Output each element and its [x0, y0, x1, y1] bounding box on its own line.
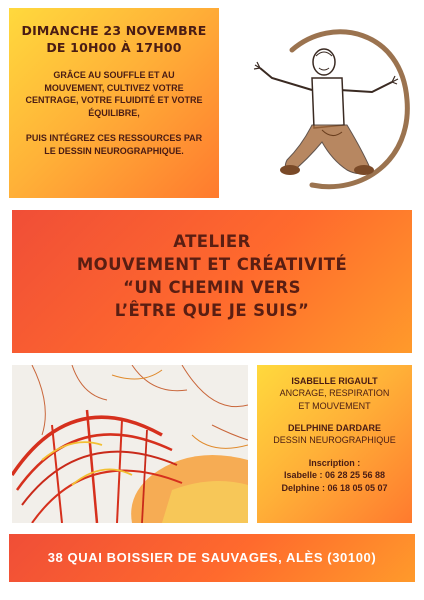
- role-line: ANCRAGE, RESPIRATION: [279, 388, 390, 398]
- event-date: DIMANCHE 23 NOVEMBRE: [21, 23, 207, 38]
- intro-line: CENTRAGE, VOTRE FLUIDITÉ ET VOTRE: [25, 95, 203, 105]
- intro-line: ÉQUILIBRE,: [88, 107, 140, 118]
- neurographic-drawing: [12, 365, 248, 523]
- title-quote-line1: “UN CHEMIN VERS: [123, 278, 301, 297]
- phone-isabelle[interactable]: Isabelle : 06 28 25 56 88: [283, 470, 386, 480]
- dancing-figure-illustration: [252, 20, 412, 195]
- address-text: 38 QUAI BOISSIER DE SAUVAGES, ALÈS (30100): [47, 550, 377, 565]
- intro2-line: LE DESSIN NEUROGRAPHIQUE.: [44, 145, 184, 156]
- facilitator-1-role: [257, 387, 412, 412]
- role-line: ET MOUVEMENT: [298, 400, 371, 411]
- title-quote-line2: L’ÊTRE QUE JE SUIS”: [114, 301, 310, 320]
- title-atelier: ATELIER: [173, 232, 251, 251]
- facilitator-2-role: DESSIN NEUROGRAPHIQUE: [273, 435, 396, 445]
- intro-line: GRÂCE AU SOUFFLE ET AU: [53, 70, 175, 80]
- phone-delphine[interactable]: Delphine : 06 18 05 05 07: [281, 482, 388, 493]
- event-time: DE 10H00 À 17H00: [46, 40, 182, 55]
- workshop-title-panel: [12, 210, 412, 353]
- title-theme: MOUVEMENT ET CRÉATIVITÉ: [76, 255, 348, 274]
- inscription-label: Inscription :: [308, 457, 361, 468]
- date-info-panel: [9, 8, 219, 198]
- facilitator-1-name: ISABELLE RIGAULT: [291, 376, 378, 386]
- intro2-line: PUIS INTÉGREZ CES RESSOURCES PAR: [25, 133, 203, 143]
- facilitator-2-name: DELPHINE DARDARE: [287, 423, 381, 433]
- address-banner: [9, 534, 415, 582]
- intro-text: [19, 69, 209, 119]
- intro-line: MOUVEMENT, CULTIVEZ VOTRE: [44, 82, 184, 93]
- facilitators-panel: [257, 365, 412, 523]
- intro-text-2: [19, 132, 209, 157]
